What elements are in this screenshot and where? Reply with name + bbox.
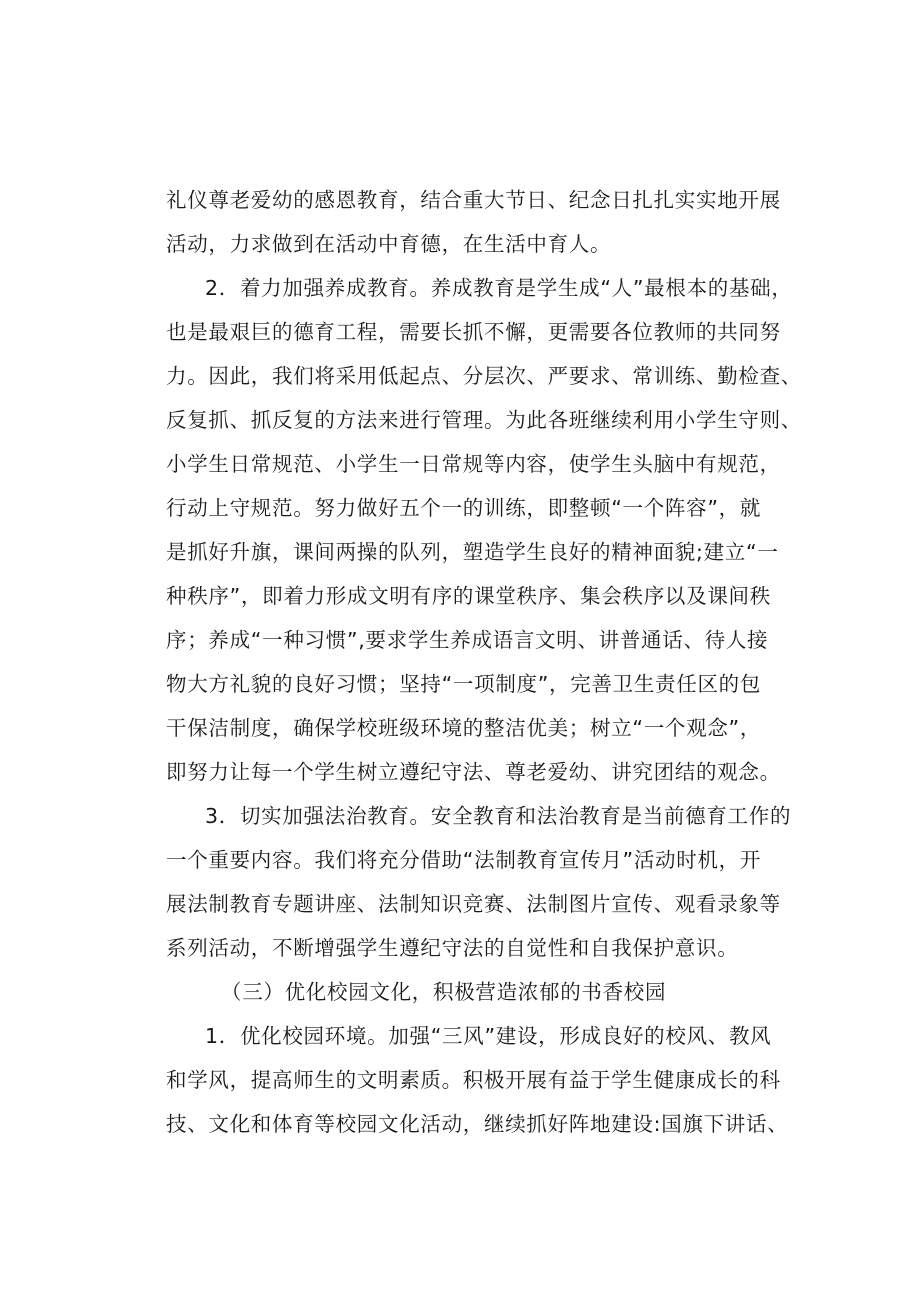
- text-line: 种秩序”，即着力形成文明有序的课堂秩序、集会秩序以及课间秩: [166, 584, 771, 608]
- section-heading: （三）优化校园文化，积极营造浓郁的书香校园: [221, 980, 667, 1004]
- text-line: 也是最艰巨的德育工程，需要长抓不懈，更需要各位教师的共同努: [166, 320, 781, 344]
- text-line: 展法制教育专题讲座、法制知识竞赛、法制图片宣传、观看录象等: [166, 892, 781, 916]
- text-line: 和学风，提高师生的文明素质。积极开展有益于学生健康成长的科: [166, 1068, 781, 1092]
- text-line: 物大方礼貌的良好习惯；坚持“一项制度”，完善卫生责任区的包: [166, 672, 762, 696]
- text-line: 即努力让每一个学生树立遵纪守法、尊老爱幼、讲究团结的观念。: [166, 760, 781, 784]
- paragraph-3-heading: 3．切实加强法治教育。安全教育和法治教育是当前德育工作的: [205, 804, 792, 828]
- text-line: 是抓好升旗，课间两操的队列，塑造学生良好的精神面貌;建立“一: [166, 540, 779, 564]
- text-line: 活动，力求做到在活动中育德，在生活中育人。: [166, 232, 612, 256]
- text-line: 礼仪尊老爱幼的感恩教育，结合重大节日、纪念日扎扎实实地开展: [166, 188, 781, 212]
- text-line: 行动上守规范。努力做好五个一的训练，即整顿“一个阵容”，就: [166, 496, 762, 520]
- text-line: 序；养成“一种习惯”,要求学生养成语言文明、讲普通话、待人接: [166, 628, 769, 652]
- text-line: 系列活动，不断增强学生遵纪守法的自觉性和自我保护意识。: [166, 936, 739, 960]
- text-line: 反复抓、抓反复的方法来进行管理。为此各班继续利用小学生守则、: [166, 408, 802, 432]
- text-line: 技、文化和体育等校园文化活动，继续抓好阵地建设:国旗下讲话、: [166, 1112, 789, 1136]
- text-line: 力。因此，我们将采用低起点、分层次、严要求、常训练、勤检查、: [166, 364, 802, 388]
- paragraph-2-heading: 2．着力加强养成教育。养成教育是学生成“人”最根本的基础，: [205, 276, 793, 300]
- text-line: 一个重要内容。我们将充分借助“法制教育宣传月”活动时机，开: [166, 848, 762, 872]
- text-line: 小学生日常规范、小学生一日常规等内容，使学生头脑中有规范，: [166, 452, 781, 476]
- paragraph-1-heading: 1．优化校园环境。加强“三风”建设，形成良好的校风、教风: [205, 1024, 772, 1048]
- text-line: 干保洁制度，确保学校班级环境的整洁优美；树立“一个观念”，: [166, 716, 762, 740]
